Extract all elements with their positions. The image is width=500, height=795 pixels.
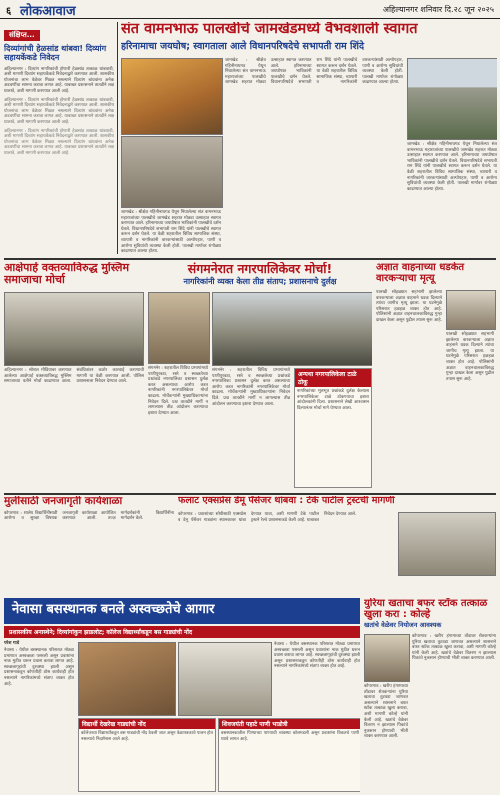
sidebar-body-continued: अहिल्यानगर : दिव्यांग नागरिकांची होणारी हेळसांड तत्काळ थांबवावी, अशी मागणी दिव्यांग सहायकेंकडे निवेदनाद्वारे करण्यात आली. शासकीय योजनांचा लाभ वेळेवर मिळत नसल्याने दिव्यांग बांधवांना अनेक अडचणींचा सामना करावा लागत आहे. याबाबत प्रशासनाने तातडीने लक्ष घालावे, अशी मागणी करण्यात आली आहे. xyxy=(4,97,114,125)
workshop-story xyxy=(4,496,174,594)
edition-date: अहिल्यानगर शनिवार दि.२८ जून २०२५ xyxy=(382,5,494,14)
lead-photo-devotees xyxy=(121,136,223,208)
rail-photo xyxy=(398,512,496,576)
lead-body: जामखेड : श्रीक्षेत्र गहिनीनाथगड येथून निघालेल्या संत वामनभाऊ महाराजांच्या पालखीचे जामखेड शहरात मोठ्या उत्साहात स्वागत करण्यात आले. हरिनामाच्या जयघोषात भाविकांनी पालखीचे दर्शन घेतले. विधानपरिषदेचे सभापती राम शिंदे यांनी पालखीचे स्वागत करून दर्शन घेतले. या वेळी शहरातील विविध सामाजिक संस्था, व्यापारी व नागरिकांनी वारकऱ्यांसाठी अल्पोपहार, पाणी व आरोग्य सुविधांची व्यवस्था केली होती. पालखी मार्गावर रांगोळ्या काढण्यात आल्या होत्या. xyxy=(225,58,403,86)
lead-photo-procession xyxy=(121,58,223,135)
newspaper-logo: लोकआवाज xyxy=(20,4,76,19)
victim-photo xyxy=(446,290,496,330)
column-divider xyxy=(117,22,118,254)
lead-headline: संत वामनभाऊ पालखीचे जामखेडमध्ये वैभवशाली स्वागत xyxy=(121,22,418,37)
urea-story xyxy=(364,598,496,792)
protest-photo xyxy=(4,292,144,366)
lead-body-left: जामखेड : श्रीक्षेत्र गहिनीनाथगड येथून निघालेल्या संत वामनभाऊ महाराजांच्या पालखीचे जामखेड शहरात मोठ्या उत्साहात स्वागत करण्यात आले. हरिनामाच्या जयघोषात भाविकांनी पालखीचे दर्शन घेतले. विधानपरिषदेचे सभापती राम शिंदे यांनी पालखीचे स्वागत करून दर्शन घेतले. या वेळी शहरातील विविध सामाजिक संस्था, व्यापारी व नागरिकांनी वारकऱ्यांसाठी अल्पोपहार, पाणी व आरोग्य सुविधांची व्यवस्था केली होती. पालखी मार्गावर रांगोळ्या काढण्यात आल्या होत्या. xyxy=(121,210,221,254)
sidebar-brief xyxy=(4,22,114,254)
lead-photo-temple xyxy=(407,58,497,140)
march-sidebox-title: अन्यथा नगरपालिकेला टाळे ठोकू xyxy=(295,369,371,387)
kolhe-photo xyxy=(364,634,410,682)
workshop-headline: मुलींसाठी जनजागृती कार्यशाळा xyxy=(4,496,123,507)
march-photo-small xyxy=(148,292,210,364)
urea-body: कोपरगाव : खरीप हंगामाच्या तोंडावर शेतकऱ्यांना युरिया खताचा तुटवडा जाणवत असल्याने शासनाने बफर स्टॉक तत्काळ खुला करावा, अशी मागणी कोल्हे यांनी केली आहे. खतांचे वेळेवर वितरण न झाल्यास पिकांचे नुकसान होण्याची भीती व्यक्त करण्यात आली. xyxy=(412,634,496,662)
bus-stand-subbanner xyxy=(4,626,360,638)
municipal-march-story xyxy=(148,262,372,490)
sidebar-body: अहिल्यानगर : दिव्यांग नागरिकांची होणारी हेळसांड तत्काळ थांबवावी, अशी मागणी दिव्यांग सहायकेंकडे निवेदनाद्वारे करण्यात आली. शासकीय योजनांचा लाभ वेळेवर मिळत नसल्याने दिव्यांग बांधवांना अनेक अडचणींचा सामना करावा लागत आहे. याबाबत प्रशासनाने तातडीने लक्ष घालावे, अशी मागणी करण्यात आली आहे. xyxy=(4,66,114,94)
protest-body: अहिल्यानगर : सोशल मीडियावर करण्यात आलेल्या आक्षेपार्ह वक्तव्याविरुद्ध मुस्लिम समाजाच्या वतीने मोर्चा काढण्यात आला. संबंधितांवर कठोर कारवाई करण्याची मागणी या वेळी करण्यात आली. पोलिस प्रशासनाला निवेदन देण्यात आले. xyxy=(4,368,144,385)
workshop-body: कोपरगाव : शालेय विद्यार्थिनींसाठी आरोग्य व सुरक्षा विषयक जनजागृती कार्यशाळा आयोजित करण्यात आली. तज्ज्ञ मार्गदर्शकांनी विद्यार्थिनींना मार्गदर्शन केले. xyxy=(4,510,174,522)
student-record-title: विद्यार्थी देखरेख गाड्यांची नोंद xyxy=(79,719,215,729)
lead-story xyxy=(121,22,497,254)
march-headline: संगमनेरात नगरपालिकेवर मोर्चा! xyxy=(187,262,333,276)
bus-stand-body: नेवासा : येथील बसस्थानक परिसरात मोठ्या प्रमाणात अस्वच्छता पसरली असून प्रवाशांना नाक मुठीत धरून प्रवास करावा लागत आहे. स्वच्छतागृहांची दुरवस्था झाली असून प्रशासनाकडून कोणतीही ठोस कार्यवाही होत नसल्याने नागरिकांमध्ये संताप व्यक्त होत आहे. xyxy=(4,648,74,687)
bus-stand-body-continued: नेवासा : येथील बसस्थानक परिसरात मोठ्या प्रमाणात अस्वच्छता पसरली असून प्रवाशांना नाक मुठीत धरून प्रवास करावा लागत आहे. स्वच्छतागृहांची दुरवस्था झाली असून प्रशासनाकडून कोणतीही ठोस कार्यवाही होत नसल्याने नागरिकांमध्ये संताप व्यक्त होत आहे. xyxy=(274,642,360,670)
accident-headline: अज्ञात वाहनाच्या धडकेत वारकऱ्याचा मृत्यू xyxy=(376,262,465,284)
masthead xyxy=(0,0,500,19)
bus-stand-headline: नेवासा बसस्थानक बनले अस्वच्छतेचे आगार xyxy=(12,602,215,617)
march-body: संगमनेर : शहरातील विविध प्रभागांमध्ये पाणीपुरवठा, रस्ते व स्वच्छतेच्या प्रश्नांकडे नगरपालिका प्रशासन दुर्लक्ष करत असल्याचा आरोप करत नागरिकांनी नगरपालिकेवर मोर्चा काढला. मोर्चेकऱ्यांनी मुख्याधिकाऱ्यांना निवेदन दिले. प्रश्न तातडीने मार्गी न लागल्यास तीव्र आंदोलन करण्याचा इशारा देण्यात आला. xyxy=(212,368,290,407)
rail-headline: फलाट एक्सप्रेस डेमू पॅसेंजर थांबवा : टेके पाटील ट्रस्टची मागणी xyxy=(178,496,395,506)
march-subheadline: नागरिकांनी व्यक्त केला तीव्र संताप; प्रशासनाचे दुर्लक्ष xyxy=(183,276,337,286)
water-box xyxy=(218,718,360,792)
lead-body-continued: जामखेड : श्रीक्षेत्र गहिनीनाथगड येथून निघालेल्या संत वामनभाऊ महाराजांच्या पालखीचे जामखेड शहरात मोठ्या उत्साहात स्वागत करण्यात आले. हरिनामाच्या जयघोषात भाविकांनी पालखीचे दर्शन घेतले. विधानपरिषदेचे सभापती राम शिंदे यांनी पालखीचे स्वागत करून दर्शन घेतले. या वेळी शहरातील विविध सामाजिक संस्था, व्यापारी व नागरिकांनी वारकऱ्यांसाठी अल्पोपहार, पाणी व आरोग्य सुविधांची व्यवस्था केली होती. पालखी मार्गावर रांगोळ्या काढण्यात आल्या होत्या. xyxy=(407,142,497,192)
bus-stand-photo-1 xyxy=(78,642,176,716)
sidebar-tag: संक्षिप्त... xyxy=(4,30,40,41)
bus-stand-banner xyxy=(4,598,360,624)
rail-body: कोपरगाव : प्रवाशांच्या सोयीसाठी एक्सप्रेस व डेमू पॅसेंजर गाड्यांना स्थानकावर थांबा देण्यात यावा, अशी मागणी टेके पाटील ट्रस्टने रेल्वे प्रशासनाकडे केली आहे. याबाबत निवेदन देण्यात आले. xyxy=(178,512,357,523)
water-box-body: बसस्थानकातील पिण्याच्या पाण्याची व्यवस्था कोलमडली असून प्रवाशांना विकतचे पाणी घ्यावे लागत आहे. xyxy=(221,731,359,742)
rail-story xyxy=(178,496,496,594)
accident-body-continued: पालखी सोहळ्यात सहभागी झालेल्या वारकऱ्याला अज्ञात वाहनाने धडक दिल्याने त्यांचा जागीच मृत्यू झाला. या घटनेमुळे परिसरात हळहळ व्यक्त होत आहे. पोलिसांनी अज्ञात वाहनचालकाविरुद्ध गुन्हा दाखल केला असून पुढील तपास सुरू आहे. xyxy=(446,332,494,382)
bus-stand-story xyxy=(4,640,360,792)
protest-story xyxy=(4,262,144,490)
urea-body-continued: कोपरगाव : खरीप हंगामाच्या तोंडावर शेतकऱ्यांना युरिया खताचा तुटवडा जाणवत असल्याने शासनाने बफर स्टॉक तत्काळ खुला करावा, अशी मागणी कोल्हे यांनी केली आहे. खतांचे वेळेवर वितरण न झाल्यास पिकांचे नुकसान होण्याची भीती व्यक्त करण्यात आली. xyxy=(364,684,408,740)
student-record-body: कॉलेजच्या विद्यार्थ्यांकडून बस गाड्यांची नोंद ठेवली जात असून वेळापत्रकाचे पालन होत नसल्याचे निदर्शनास आले आहे. xyxy=(81,731,213,742)
protest-headline: आक्षेपार्ह वक्तव्याविरुद्ध मुस्लिम समाजाचा मोर्चा xyxy=(4,262,130,287)
accident-story xyxy=(376,262,496,490)
urea-subheadline: खतांचे वेळेवर नियोजन आवश्यक xyxy=(364,621,442,629)
accident-body: पालखी सोहळ्यात सहभागी झालेल्या वारकऱ्याला अज्ञात वाहनाने धडक दिल्याने त्यांचा जागीच मृत्यू झाला. या घटनेमुळे परिसरात हळहळ व्यक्त होत आहे. पोलिसांनी अज्ञात वाहनचालकाविरुद्ध गुन्हा दाखल केला असून पुढील तपास सुरू आहे. xyxy=(376,290,442,323)
sidebar-body-continued-2: अहिल्यानगर : दिव्यांग नागरिकांची होणारी हेळसांड तत्काळ थांबवावी, अशी मागणी दिव्यांग सहायकेंकडे निवेदनाद्वारे करण्यात आली. शासकीय योजनांचा लाभ वेळेवर मिळत नसल्याने दिव्यांग बांधवांना अनेक अडचणींचा सामना करावा लागत आहे. याबाबत प्रशासनाने तातडीने लक्ष घालावे, अशी मागणी करण्यात आली आहे. xyxy=(4,128,114,156)
section-rule-2 xyxy=(4,493,496,495)
march-photo-crowd xyxy=(212,292,372,366)
march-sidebox-body: नागरिकांच्या मूलभूत प्रश्नांकडे दुर्लक्ष केल्यास नगरपालिकेला टाळे ठोकण्याचा इशारा आंदोलकांनी दिला. प्रशासनाने लेखी आश्वासन दिल्यानंतर मोर्चा मागे घेण्यात आला. xyxy=(297,389,369,411)
bus-stand-subheadline: प्रशासकीय अनास्थेने; दिव्यांगांकुन झाडलोट; कॉलेज विद्यार्थ्यांकडून बस गाड्यांची नोंद xyxy=(9,629,193,636)
student-record-box xyxy=(78,718,216,792)
march-body-left: संगमनेर : शहरातील विविध प्रभागांमध्ये पाणीपुरवठा, रस्ते व स्वच्छतेच्या प्रश्नांकडे नगरपालिका प्रशासन दुर्लक्ष करत असल्याचा आरोप करत नागरिकांनी नगरपालिकेवर मोर्चा काढला. मोर्चेकऱ्यांनी मुख्याधिकाऱ्यांना निवेदन दिले. प्रश्न तातडीने मार्गी न लागल्यास तीव्र आंदोलन करण्याचा इशारा देण्यात आला. xyxy=(148,366,208,416)
lead-subheadline: हरिनामाचा जयघोष; स्वागताला आले विधानपरिषदेचे सभापती राम शिंदे xyxy=(121,40,365,52)
section-rule xyxy=(4,258,496,260)
bus-stand-byline: परेश गाडे xyxy=(4,641,20,646)
sidebar-headline: दिव्यांगांची हेळसांड थांबवा! दिव्यांग सहायकेंकडे निवेदन xyxy=(4,44,107,62)
march-sidebox xyxy=(294,368,372,488)
urea-headline: युरिया खताचा बफर स्टॉक तत्काळ खुला करा : कोल्हे xyxy=(364,598,488,620)
water-box-title: शिवजयंती पहाटे पाणी भाडोत्री xyxy=(219,719,360,729)
bus-stand-photo-2 xyxy=(178,642,272,716)
page-number: ६ xyxy=(6,6,12,17)
